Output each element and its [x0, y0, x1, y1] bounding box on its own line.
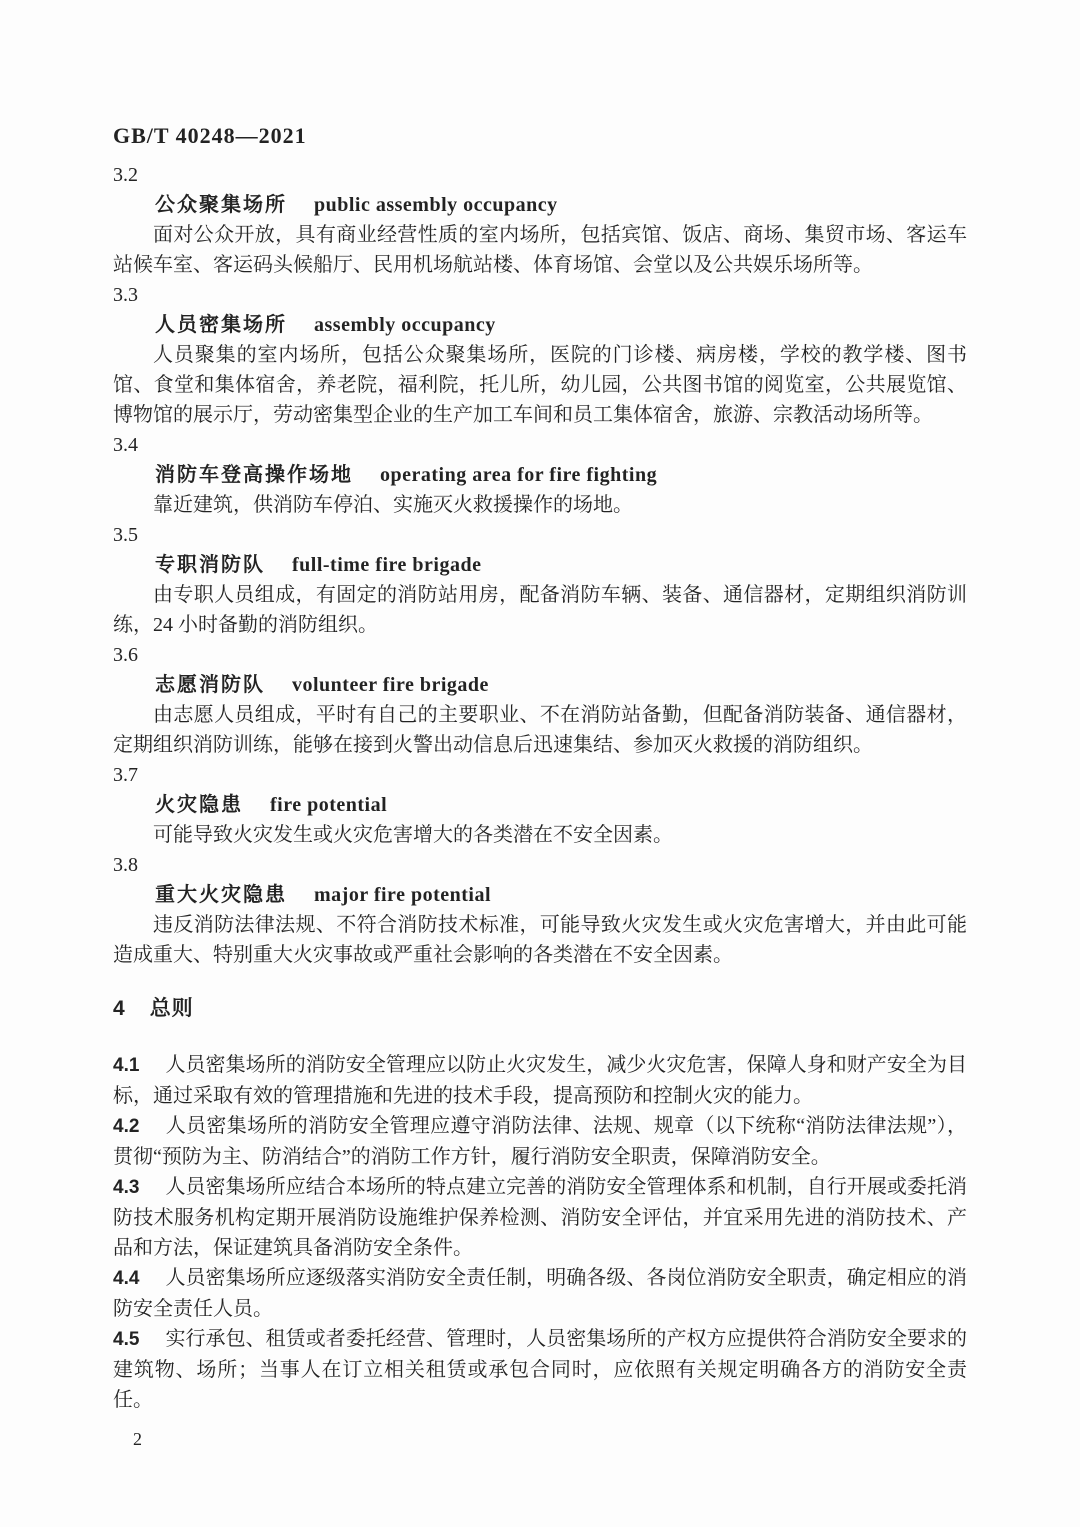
- term-definition: 可能导致火灾发生或火灾危害增大的各类潜在不安全因素。: [153, 824, 673, 846]
- clause-text: 人员密集场所应结合本场所的特点建立完善的消防安全管理体系和机制，自行开展或委托消防技术服务机构定期开展消防设施维护保养检测、消防安全评估，并宜采用先进的消防技术、产品和方法，保证建筑具备消防安全条件。: [113, 1176, 967, 1259]
- term-zh: 火灾隐患: [155, 794, 243, 816]
- term-en: volunteer fire brigade: [292, 674, 489, 696]
- clause-text: 人员密集场所的消防安全管理应遵守消防法律、法规、规章（以下统称“消防法律法规”），贯彻“预防为主、防消结合”的消防工作方针，履行消防安全职责，保障消防安全。: [113, 1115, 967, 1168]
- clause-number: 4.1: [113, 1055, 140, 1076]
- term-number: 3.2: [113, 164, 138, 186]
- term-definition: 由志愿人员组成，平时有自己的主要职业、不在消防站备勤，但配备消防装备、通信器材，定期组织消防训练，能够在接到火警出动信息后迅速集结、参加灭火救援的消防组织。: [113, 704, 967, 756]
- clause-number: 4.3: [113, 1177, 140, 1198]
- term-en: full-time fire brigade: [292, 554, 482, 576]
- term-heading: [113, 670, 967, 700]
- term-definition: 靠近建筑，供消防车停泊、实施灭火救援操作的场地。: [153, 494, 633, 516]
- clause: [113, 1111, 967, 1172]
- term-number: 3.5: [113, 524, 138, 546]
- term-number: 3.7: [113, 764, 138, 786]
- page-number: 2: [133, 1429, 142, 1449]
- clause-text: 实行承包、租赁或者委托经营、管理时，人员密集场所的产权方应提供符合消防安全要求的建筑物、场所；当事人在订立相关租赁或承包合同时，应依照有关规定明确各方的消防安全责任。: [113, 1328, 967, 1411]
- chapter-title: 总则: [149, 997, 194, 1020]
- chapter-heading: [113, 994, 967, 1024]
- clause: [113, 1263, 967, 1324]
- clause-number: 4.5: [113, 1329, 140, 1350]
- term-heading: [113, 880, 967, 910]
- term-number: 3.3: [113, 284, 138, 306]
- term-zh: 消防车登高操作场地: [155, 464, 353, 486]
- term-en: major fire potential: [314, 884, 492, 906]
- term-definition: 由专职人员组成，有固定的消防站用房，配备消防车辆、装备、通信器材，定期组织消防训练，24 小时备勤的消防组织。: [113, 584, 967, 636]
- term-heading: [113, 310, 967, 340]
- term-en: fire potential: [270, 794, 388, 816]
- term-number: 3.6: [113, 644, 138, 666]
- term-heading: [113, 190, 967, 220]
- term-zh: 公众聚集场所: [155, 194, 287, 216]
- term-heading: [113, 550, 967, 580]
- page-footer: [113, 1427, 967, 1451]
- term-en: public assembly occupancy: [314, 194, 558, 216]
- clause: [113, 1050, 967, 1111]
- term-definition: 面对公众开放，具有商业经营性质的室内场所，包括宾馆、饭店、商场、集贸市场、客运车站候车室、客运码头候船厅、民用机场航站楼、体育场馆、会堂以及公共娱乐场所等。: [113, 224, 967, 276]
- term-heading: [113, 460, 967, 490]
- term-heading: [113, 790, 967, 820]
- term-number: 3.8: [113, 854, 138, 876]
- clause-number: 4.4: [113, 1268, 140, 1289]
- clause-text: 人员密集场所应逐级落实消防安全责任制，明确各级、各岗位消防安全职责，确定相应的消防安全责任人员。: [113, 1267, 967, 1320]
- term-zh: 志愿消防队: [155, 674, 265, 696]
- clause: [113, 1172, 967, 1263]
- doc-code-header: GB/T 40248—2021: [113, 123, 307, 148]
- chapter-number: 4: [113, 997, 126, 1020]
- term-zh: 人员密集场所: [155, 314, 287, 336]
- term-definition: 违反消防法律法规、不符合消防技术标准，可能导致火灾发生或火灾危害增大，并由此可能造成重大、特别重大火灾事故或严重社会影响的各类潜在不安全因素。: [113, 914, 967, 966]
- term-number: 3.4: [113, 434, 138, 456]
- term-zh: 专职消防队: [155, 554, 265, 576]
- clause-text: 人员密集场所的消防安全管理应以防止火灾发生，减少火灾危害，保障人身和财产安全为目标，通过采取有效的管理措施和先进的技术手段，提高预防和控制火灾的能力。: [113, 1054, 967, 1107]
- term-en: operating area for fire fighting: [380, 464, 658, 486]
- clause: [113, 1324, 967, 1415]
- term-en: assembly occupancy: [314, 314, 496, 336]
- term-definition: 人员聚集的室内场所，包括公众聚集场所，医院的门诊楼、病房楼，学校的教学楼、图书馆、食堂和集体宿舍，养老院，福利院，托儿所，幼儿园，公共图书馆的阅览室，公共展览馆、博物馆的展示厅，劳动密集型企业的生产加工车间和员工集体宿舍，旅游、宗教活动场所等。: [113, 344, 967, 426]
- clause-number: 4.2: [113, 1116, 140, 1137]
- term-zh: 重大火灾隐患: [155, 884, 287, 906]
